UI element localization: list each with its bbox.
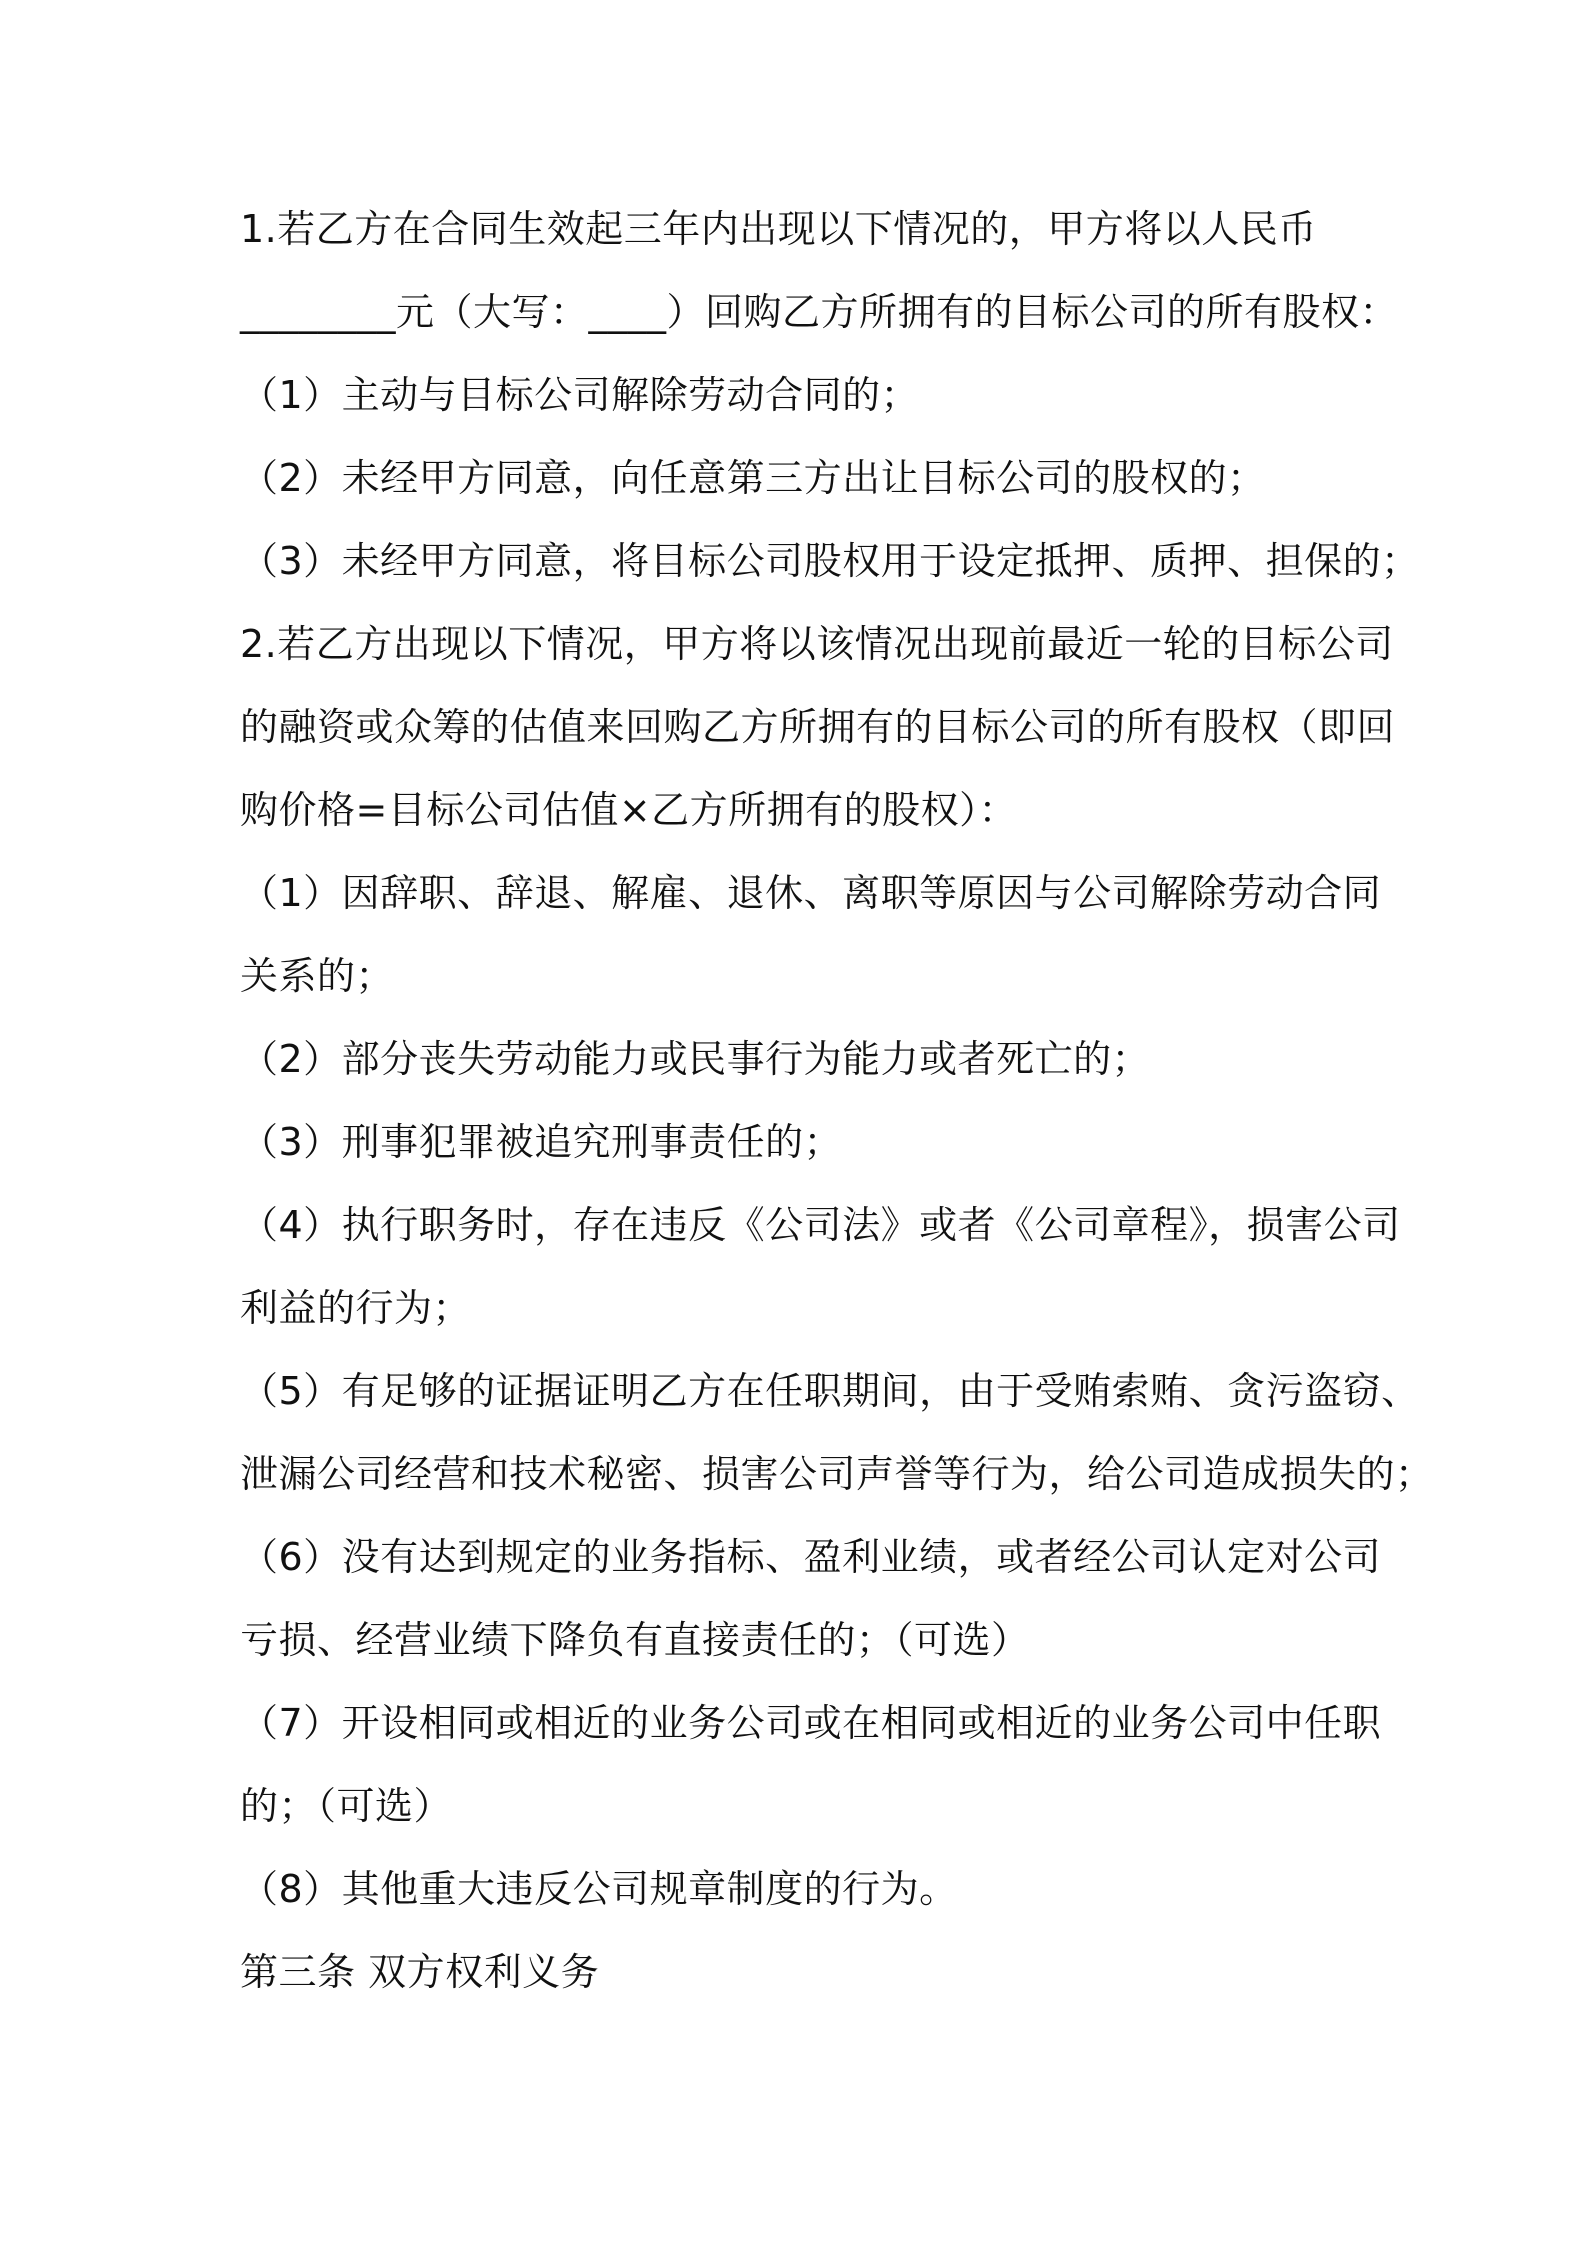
section-heading-article-3: 第三条 双方权利义务 (240, 1950, 600, 1994)
clause-2-text-line-2: 的融资或众筹的估值来回购乙方所拥有的目标公司的所有股权（即回 (240, 705, 1396, 749)
clause-2-item-7-line-2: 的；（可选） (240, 1784, 453, 1828)
clause-1-item-3: （3）未经甲方同意，将目标公司股权用于设定抵押、质押、担保的； (240, 539, 1420, 583)
clause-2-item-7-line-1: （7）开设相同或相近的业务公司或在相同或相近的业务公司中任职 (240, 1701, 1382, 1745)
clause-1-text-line-1: 1.若乙方在合同生效起三年内出现以下情况的，甲方将以人民币 (240, 207, 1317, 251)
clause-2-item-8: （8）其他重大违反公司规章制度的行为。 (240, 1867, 958, 1911)
clause-1-item-2: （2）未经甲方同意，向任意第三方出让目标公司的股权的； (240, 456, 1266, 500)
clause-2-item-2: （2）部分丧失劳动能力或民事行为能力或者死亡的； (240, 1037, 1151, 1081)
clause-2-item-6-line-1: （6）没有达到规定的业务指标、盈利业绩，或者经公司认定对公司 (240, 1535, 1382, 1579)
clause-2-text-line-1: 2.若乙方出现以下情况，甲方将以该情况出现前最近一轮的目标公司 (240, 622, 1394, 666)
clause-1-text-line-2: ________元（大写：____）回购乙方所拥有的目标公司的所有股权： (240, 290, 1399, 334)
clause-2-item-6-line-2: 亏损、经营业绩下降负有直接责任的；（可选） (240, 1618, 1030, 1662)
clause-2-item-1-line-1: （1）因辞职、辞退、解雇、退休、离职等原因与公司解除劳动合同 (240, 871, 1382, 915)
clause-2-item-4-line-1: （4）执行职务时，存在违反《公司法》或者《公司章程》，损害公司 (240, 1203, 1401, 1247)
clause-2-item-4-line-2: 利益的行为； (240, 1286, 472, 1330)
clause-2-item-5-line-1: （5）有足够的证据证明乙方在任职期间，由于受贿索贿、贪污盗窃、 (240, 1369, 1420, 1413)
clause-2-item-1-line-2: 关系的； (240, 954, 395, 998)
clause-2-item-3: （3）刑事犯罪被追究刑事责任的； (240, 1120, 843, 1164)
clause-2-text-line-3: 购价格=目标公司估值×乙方所拥有的股权）： (240, 788, 1018, 832)
clause-2-item-5-line-2: 泄漏公司经营和技术秘密、损害公司声誉等行为，给公司造成损失的； (240, 1452, 1434, 1496)
clause-1-item-1: （1）主动与目标公司解除劳动合同的； (240, 373, 920, 417)
